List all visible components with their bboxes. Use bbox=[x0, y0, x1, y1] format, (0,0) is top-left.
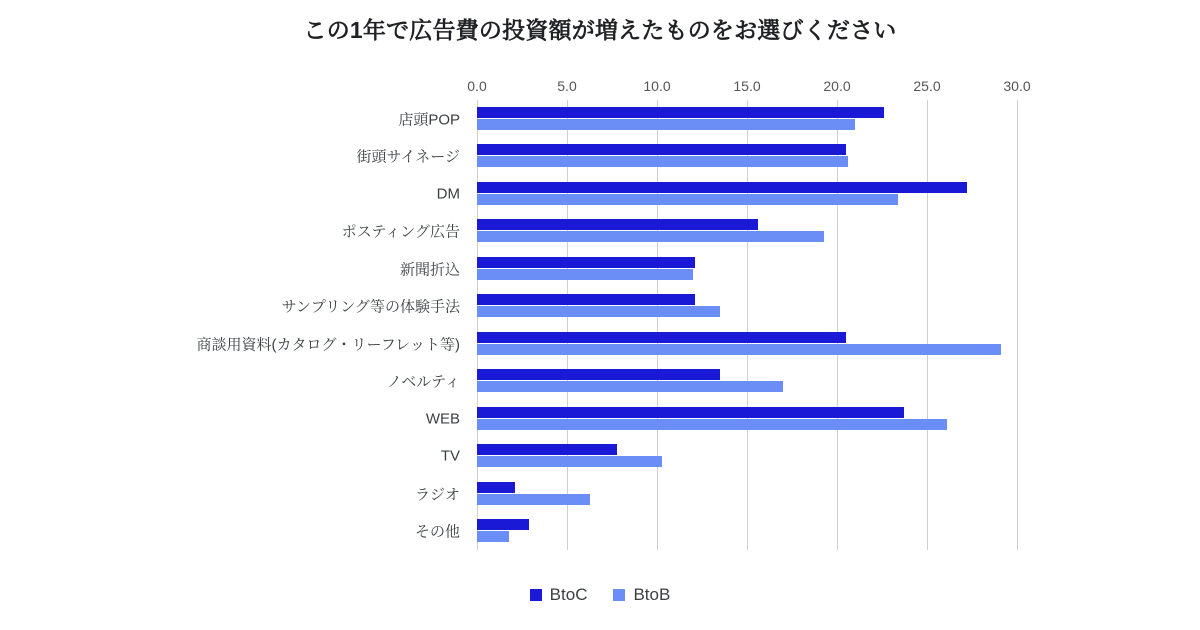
gridline bbox=[657, 100, 658, 550]
bar-btoc[interactable] bbox=[477, 444, 617, 455]
bar-btoc[interactable] bbox=[477, 519, 529, 530]
bar-btob[interactable] bbox=[477, 531, 509, 542]
category-label: ノベルティ bbox=[386, 373, 460, 391]
legend-swatch-btoc bbox=[530, 589, 542, 601]
y-axis-category-labels bbox=[120, 100, 470, 550]
bar-btoc[interactable] bbox=[477, 219, 758, 230]
category-label: DM bbox=[436, 185, 460, 203]
x-tick-label: 15.0 bbox=[733, 78, 761, 94]
category-label: サンプリング等の体験手法 bbox=[281, 298, 460, 316]
category-label: その他 bbox=[414, 523, 460, 541]
legend-swatch-btob bbox=[613, 589, 625, 601]
category-label: WEB bbox=[425, 410, 460, 428]
category-label: ポスティング広告 bbox=[341, 223, 460, 241]
bar-btoc[interactable] bbox=[477, 294, 695, 305]
x-tick-label: 0.0 bbox=[467, 78, 487, 94]
bar-btoc[interactable] bbox=[477, 144, 846, 155]
gridline bbox=[1017, 100, 1018, 550]
x-tick-label: 10.0 bbox=[643, 78, 671, 94]
category-label: 街頭サイネージ bbox=[356, 148, 460, 166]
chart-title: この1年で広告費の投資額が増えたものをお選びください bbox=[303, 17, 897, 43]
plot-area bbox=[477, 100, 1017, 550]
bar-btoc[interactable] bbox=[477, 369, 720, 380]
bar-btob[interactable] bbox=[477, 306, 720, 317]
category-label: 新聞折込 bbox=[399, 261, 460, 279]
bar-btoc[interactable] bbox=[477, 107, 884, 118]
chart-legend bbox=[0, 585, 1200, 605]
bar-btob[interactable] bbox=[477, 456, 662, 467]
bar-btob[interactable] bbox=[477, 156, 848, 167]
bar-btoc[interactable] bbox=[477, 257, 695, 268]
gridline bbox=[837, 100, 838, 550]
bar-btob[interactable] bbox=[477, 419, 947, 430]
gridline bbox=[747, 100, 748, 550]
gridline bbox=[927, 100, 928, 550]
bar-btob[interactable] bbox=[477, 381, 783, 392]
legend-item-btob[interactable] bbox=[613, 585, 670, 605]
gridline bbox=[567, 100, 568, 550]
bar-btob[interactable] bbox=[477, 344, 1001, 355]
x-tick-label: 5.0 bbox=[557, 78, 577, 94]
bar-btoc[interactable] bbox=[477, 482, 515, 493]
bar-btoc[interactable] bbox=[477, 407, 904, 418]
bar-btob[interactable] bbox=[477, 269, 693, 280]
category-label: 商談用資料(カタログ・リーフレット等) bbox=[196, 336, 460, 354]
category-label: ラジオ bbox=[414, 486, 460, 504]
x-tick-label: 30.0 bbox=[1003, 78, 1031, 94]
legend-label-btob: BtoB bbox=[633, 585, 671, 604]
bar-btoc[interactable] bbox=[477, 332, 846, 343]
category-label: 店頭POP bbox=[398, 111, 460, 129]
legend-item-btoc[interactable] bbox=[530, 585, 588, 605]
x-tick-label: 25.0 bbox=[913, 78, 941, 94]
bar-btoc[interactable] bbox=[477, 182, 967, 193]
bar-btob[interactable] bbox=[477, 231, 824, 242]
category-label: TV bbox=[440, 447, 460, 465]
legend-label-btoc: BtoC bbox=[549, 585, 588, 604]
x-tick-label: 20.0 bbox=[823, 78, 851, 94]
x-axis-tick-labels bbox=[467, 78, 1031, 98]
bar-btob[interactable] bbox=[477, 119, 855, 130]
bar-btob[interactable] bbox=[477, 494, 590, 505]
bar-btob[interactable] bbox=[477, 194, 898, 205]
